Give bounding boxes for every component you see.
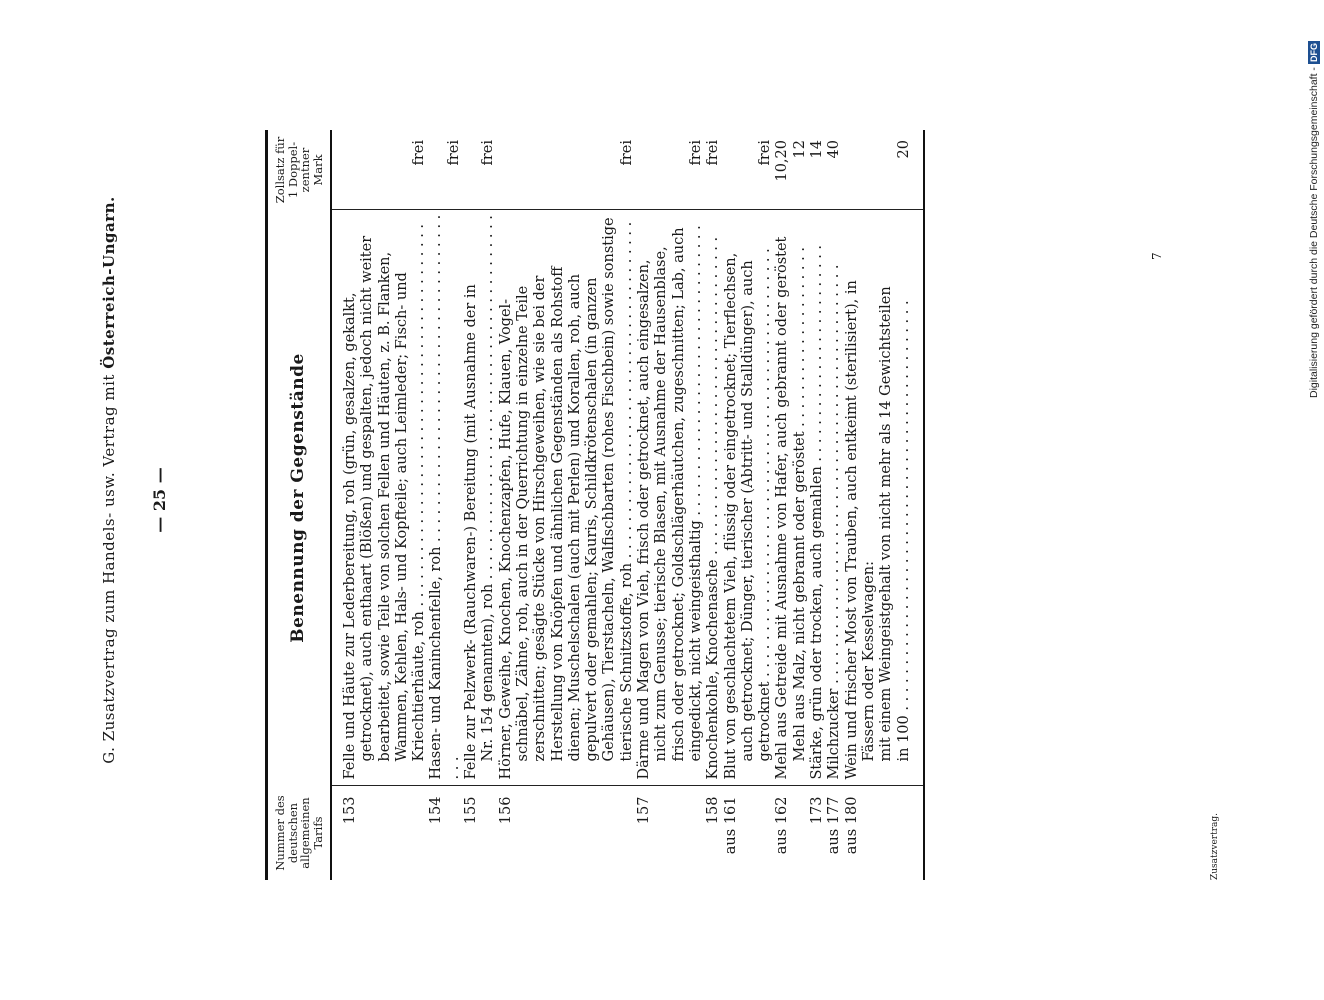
description-line: Wammen, Kehlen, Hals- und Kopfteile; auch Leimleder; Fisch- und [393,272,410,762]
description-line: frisch oder getrocknet; Goldschlägerhäutchen, zugeschnitten; Lab, auch [670,227,687,762]
description-line: gepulvert oder gemahlen; Kauris, Schildkrötenschalen (in ganzen [584,277,601,762]
duty-rate [826,130,843,210]
description-line: Felle und Häute zur Lederbereitung, roh (grün, gesalzen, gekalkt, [342,292,358,780]
duty-rate-value: 12 [791,140,808,159]
running-title [100,50,118,910]
description-line: schnäbel, Zähne, roh, auch in der Querrichtung in einzelne Teile [514,285,531,762]
tariff-number: 157 [636,786,705,880]
description-line: eingedickt, nicht weingeisthaltig . . . . . . . . . . . . . . . . . . . . . . . . . . . . . . . . [687,225,704,762]
signature-mark: Zusatzvertrag. [1210,812,1220,880]
tariff-number: 158 [705,786,722,880]
description-line: getrocknet . . . . . . . . . . . . . . . . . . . . . . . . . . . . . . . . . . . . . . . . . . . . . . . [757,248,774,762]
goods-description [844,210,924,786]
duty-rate [428,130,463,210]
description-line: Mehl aus Malz, nicht gebrannt oder geröstet . . . . . . . . . . . . . . . . . . . . [791,247,808,762]
sheet-number: 7 [1150,252,1164,260]
goods-description [498,210,636,786]
goods-description [428,210,463,786]
duty-rate [844,130,924,210]
table-row [826,130,843,880]
duty-rate [809,130,826,210]
description-line: dienen; Muschelschalen (auch mit Perlen) und Korallen, roh, auch [566,273,583,762]
duty-rate-value: frei [445,140,462,166]
description-line: Felle zur Pelzwerk- (Rauchwaren-) Bereitung (mit Ausnahme der in [463,284,480,780]
tariff-table [265,130,925,880]
page-number: — 25 — [150,467,169,533]
description-line: Knochenkohle, Knochenasche . . . . . . . . . . . . . . . . . . . . . . . . . . . . . . . . . . . [705,236,722,780]
description-line: in 100 . . . . . . . . . . . . . . . . . . . . . . . . . . . . . . . . . . . . . . . . . . . . . [895,300,912,762]
tariff-number: aus 180 [844,786,924,880]
goods-description [331,210,428,786]
description-line: Fässern oder Kesselwagen: [860,561,877,762]
duty-rate [774,130,809,210]
table-row [636,130,705,880]
duty-rate-value: frei [411,140,428,166]
table-row [331,130,428,880]
description-line: mit einem Weingeistgehalt von nicht mehr als 14 Gewichtsteilen [878,286,895,762]
table-row [705,130,722,880]
description-line: Hörner, Geweihe, Knochen, Knochenzapfen, Hufe, Klauen, Vogel- [497,298,514,780]
table-header-row [267,130,332,880]
tariff-number: 154 [428,786,463,880]
duty-rate [463,130,498,210]
credit-text: Digitalisierung gefördert durch die Deutsche Forschungsgemeinschaft - [1308,67,1320,398]
tariff-number: aus 177 [826,786,843,880]
running-title-country: Österreich-Ungarn. [100,196,118,369]
column-header-goods: Benennung der Gegenstände [267,210,332,786]
duty-rate-value: frei [757,140,774,166]
duty-rate-value: frei [480,140,497,166]
tariff-number: aus 162 [774,786,809,880]
duty-rate [498,130,636,210]
duty-rate [636,130,705,210]
table-row [774,130,809,880]
description-line: Mehl aus Getreide mit Ausnahme von Hafer, auch gebrannt oder geröstet [774,236,791,780]
table-row [463,130,498,880]
tariff-number: 153 [331,786,428,880]
duty-rate-value: 40 [826,140,843,159]
description-line: Gehäusen), Tierstacheln, Walfischbarten (rohes Fischbein) sowie sonstige [601,217,618,762]
goods-description [774,210,809,786]
duty-rate-value: 20 [895,140,912,159]
table-row [723,130,775,880]
description-line: getrocknet), auch enthaart (Blößen) und gespalten, jedoch nicht weiter [359,235,376,762]
column-header-number: Nummer des deutschen allgemeinen Tarifs [267,786,332,880]
goods-description [809,210,826,786]
duty-rate-value: frei [705,140,722,166]
description-line: Herstellung von Knöpfen und ähnlichen Gegenständen als Rohstoff [549,266,566,762]
tariff-number: 173 [809,786,826,880]
description-line: Därme und Magen von Vieh, frisch oder getrocknet, auch eingesalzen, [636,259,653,780]
duty-rate-value: 10,20 [774,140,791,182]
tariff-number: 156 [498,786,636,880]
goods-description [636,210,705,786]
table-row [498,130,636,880]
description-line: Nr. 154 genannten), roh . . . . . . . . . . . . . . . . . . . . . . . . . . . . . . . . . . . . . . . . [480,215,497,762]
duty-rate [723,130,775,210]
goods-description [826,210,843,786]
description-line: Milchzucker . . . . . . . . . . . . . . . . . . . . . . . . . . . . . . . . . . . . . . . . . . . . . . [826,264,843,780]
description-line: zerschnitten; gesägte Stücke von Hirschgeweihen, wie sie bei der [532,275,549,762]
duty-rate-value: frei [687,140,704,166]
goods-description [705,210,722,786]
tariff-number: aus 161 [723,786,775,880]
duty-rate [331,130,428,210]
goods-description [723,210,775,786]
description-line: Hasen- und Kaninchenfelle, roh . . . . . . . . . . . . . . . . . . . . . . . . . . . . . . . . . . . . . . . [428,214,462,780]
description-line: tierische Schnitzstoffe, roh . . . . . . . . . . . . . . . . . . . . . . . . . . . . . . . . . . . . . [618,221,635,762]
table-row [809,130,826,880]
goods-description [463,210,498,786]
column-header-rate: Zollsatz für 1 Doppel-zentner Mark [267,130,332,210]
description-line: bearbeitet, sowie Teile von solchen Fellen und Häuten, z. B. Flanken, [376,251,393,762]
tariff-table-body [331,130,924,880]
duty-rate-value: 14 [809,140,826,159]
description-line: auch getrocknet; Dünger, tierischer (Abtritt- und Stalldünger), auch [739,260,756,762]
duty-rate [705,130,722,210]
digitization-credit [1308,8,1324,398]
description-line: Stärke, grün oder trocken, auch gemahlen . . . . . . . . . . . . . . . . . . . . . . . . [809,244,826,780]
table-row [428,130,463,880]
description-line: Blut von geschlachtetem Vieh, flüssig oder eingetrocknet; Tierflechsen, [722,252,739,780]
duty-rate-value: frei [618,140,635,166]
description-line: Wein und frischer Most von Trauben, auch entkeimt (sterilisiert), in [843,280,860,780]
description-line: Kriechtierhäute, roh . . . . . . . . . . . . . . . . . . . . . . . . . . . . . . . . . . . . . . . . . . [411,223,428,762]
dfg-logo-icon: DFG [1309,43,1319,63]
running-title-text: G. Zusatzvertrag zum Handels- usw. Vertrag mit [100,368,118,764]
tariff-number: 155 [463,786,498,880]
table-row [844,130,924,880]
description-line: nicht zum Genusse; tierische Blasen, mit Ausnahme der Hausenblase, [653,246,670,762]
